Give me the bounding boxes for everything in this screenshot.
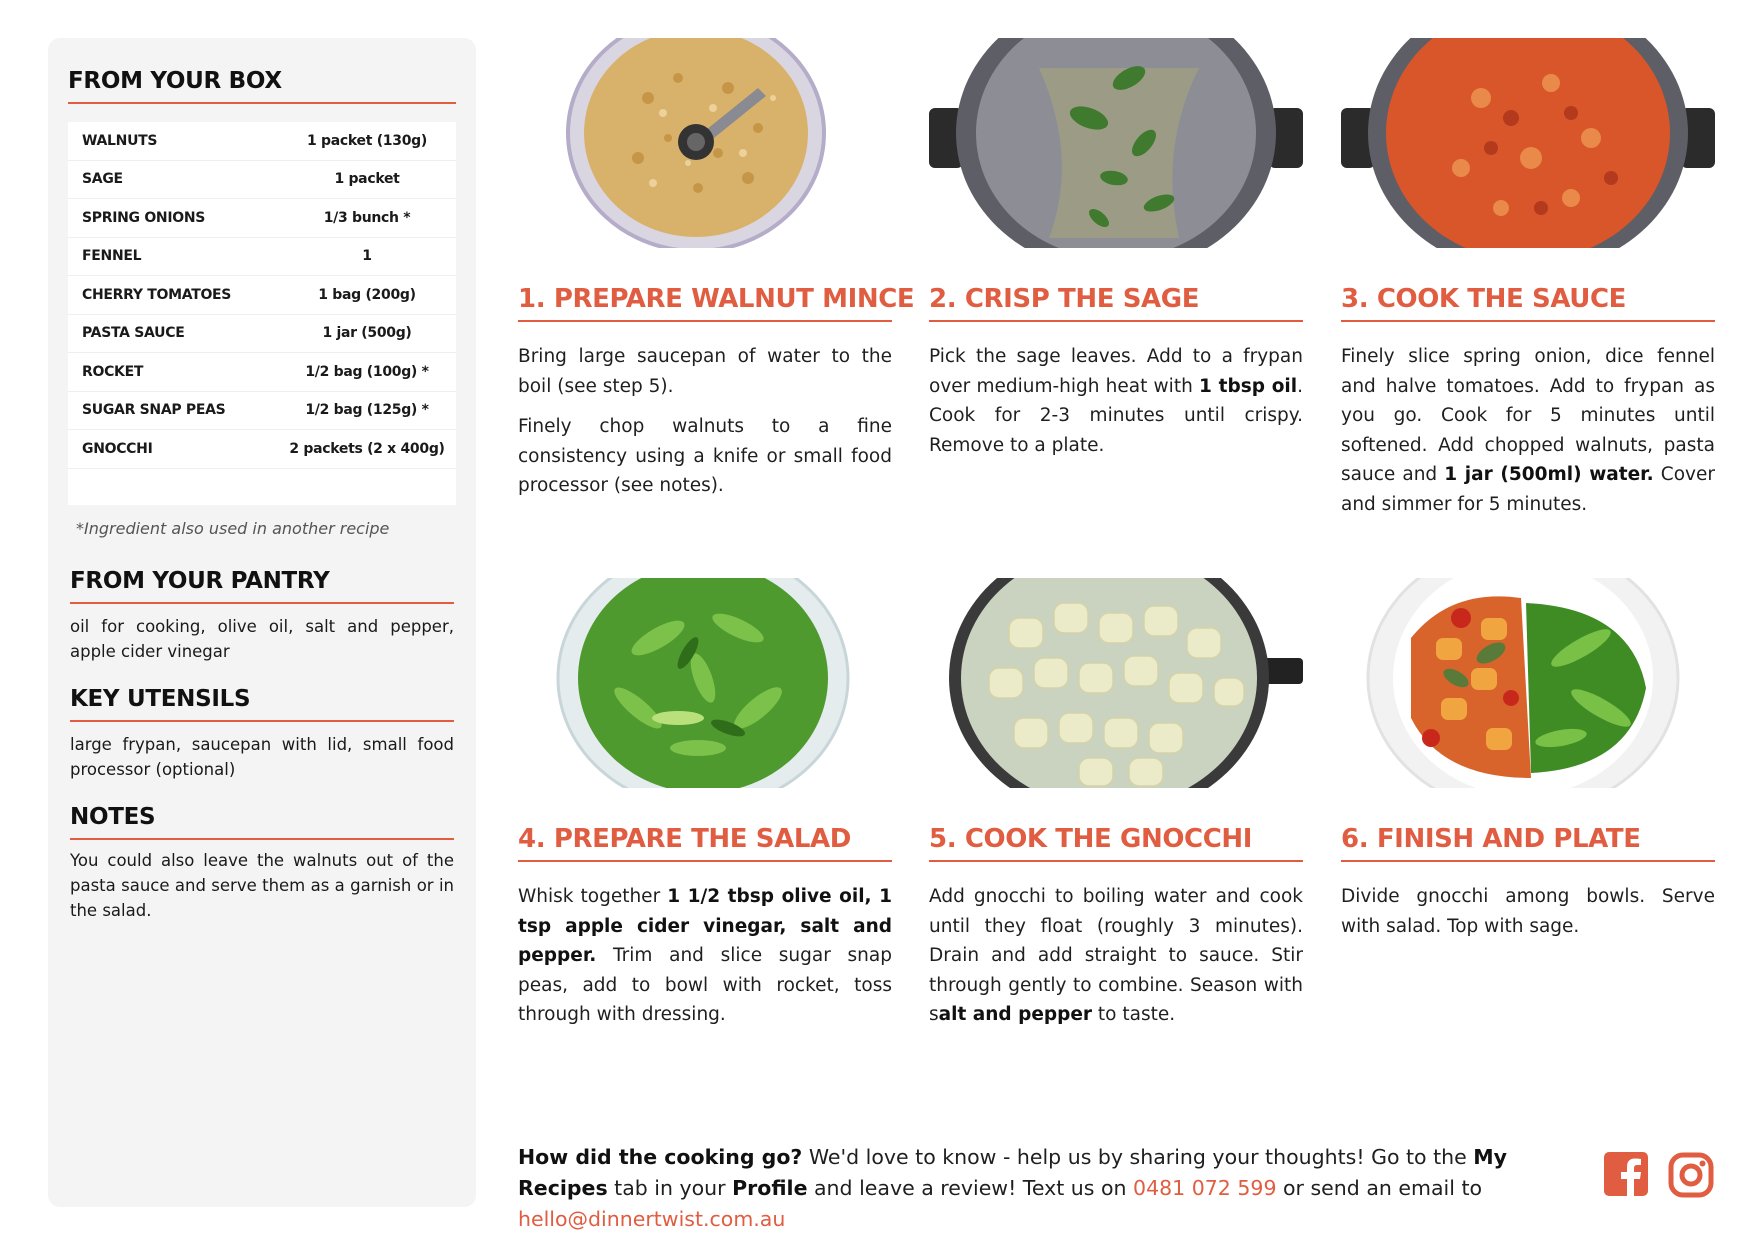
ingredient-row — [68, 238, 456, 277]
step-1-paragraph-2: Finely chop walnuts to a fine consistency using a knife or small food processor (see notes). — [518, 416, 892, 496]
ingredient-name: WALNUTS — [82, 132, 158, 149]
step-4 — [518, 578, 892, 1030]
step-6-paragraph-1: Divide gnocchi among bowls. Serve with salad. Top with sage. — [1341, 886, 1715, 937]
facebook-icon[interactable] — [1604, 1152, 1648, 1200]
step-4-text-2: Trim and slice sugar snap peas, add to bowl with rocket, toss through with dressing. — [518, 945, 892, 1025]
ingredient-qty: 1 — [362, 248, 372, 265]
step-6-text — [1341, 882, 1715, 941]
footer-text-4: or send an email to — [1276, 1176, 1483, 1200]
ingredient-name: GNOCCHI — [82, 440, 153, 457]
ingredient-name: SAGE — [82, 171, 123, 188]
ingredient-row — [68, 353, 456, 392]
from-your-pantry-title: FROM YOUR PANTRY — [70, 568, 454, 604]
step-3-text — [1341, 342, 1715, 519]
step-4-bold-1: 1 1/2 tbsp olive oil, 1 tsp apple cider vinegar, salt and pepper. — [518, 886, 892, 966]
step-2-title: 2. CRISP THE SAGE — [929, 284, 1303, 322]
step-3-title: 3. COOK THE SAUCE — [1341, 284, 1715, 322]
ingredient-row — [68, 276, 456, 315]
ingredient-qty: 1/2 bag (125g) * — [305, 402, 429, 419]
ingredient-qty: 1/3 bunch * — [323, 209, 411, 226]
feedback-footer — [518, 1142, 1568, 1235]
finish-plate-image — [1341, 578, 1715, 788]
ingredient-row — [68, 161, 456, 200]
step-5-title: 5. COOK THE GNOCCHI — [929, 824, 1303, 862]
crisp-sage-image — [929, 38, 1303, 248]
ingredient-name: CHERRY TOMATOES — [82, 286, 232, 303]
footer-email-link[interactable]: hello@dinnertwist.com.au — [518, 1207, 786, 1231]
footer-text-3: and leave a review! Text us on — [807, 1176, 1134, 1200]
step-2-text-2: . Cook for 2-3 minutes until crispy. Remove to a plate. — [929, 375, 1303, 456]
walnut-mince-image — [518, 38, 892, 248]
ingredient-footnote: *Ingredient also used in another recipe — [76, 518, 390, 538]
pantry-text: oil for cooking, olive oil, salt and pepper, apple cider vinegar — [70, 616, 454, 661]
step-3-text-1: Finely slice spring onion, dice fennel and halve tomatoes. Add to frypan as you go. Cook for 5 minutes until softened. Add chopped walnuts, pasta sauce and — [1341, 346, 1715, 485]
ingredient-row — [68, 392, 456, 431]
ingredient-name: SUGAR SNAP PEAS — [82, 402, 226, 419]
step-6-title: 6. FINISH AND PLATE — [1341, 824, 1715, 862]
cook-gnocchi-image — [929, 578, 1303, 788]
ingredient-qty: 1 bag (200g) — [318, 286, 416, 303]
ingredient-row — [68, 430, 456, 469]
ingredient-qty: 2 packets (2 x 400g) — [289, 440, 445, 457]
footer-my-recipes: My Recipes — [518, 1145, 1508, 1200]
step-1-title: 1. PREPARE WALNUT MINCE — [518, 284, 892, 322]
step-6 — [1341, 578, 1715, 941]
footer-text-2: tab in your — [607, 1176, 733, 1200]
instagram-icon[interactable] — [1668, 1152, 1714, 1202]
ingredient-qty: 1/2 bag (100g) * — [305, 363, 429, 380]
step-2 — [929, 38, 1303, 460]
step-2-text-1: Pick the sage leaves. Add to a frypan over medium-high heat with — [929, 346, 1303, 397]
step-5-text-2: to taste. — [1092, 1004, 1176, 1025]
step-3-bold-1: 1 jar (500ml) water. — [1444, 464, 1654, 485]
ingredient-qty: 1 jar (500g) — [322, 325, 412, 342]
pantry-section — [68, 568, 456, 664]
step-2-bold-1: 1 tbsp oil — [1199, 375, 1298, 397]
step-2-text — [929, 342, 1303, 460]
utensils-text: large frypan, saucepan with lid, small food processor (optional) — [70, 734, 454, 779]
footer-phone-link[interactable]: 0481 072 599 — [1133, 1176, 1277, 1200]
ingredient-name: ROCKET — [82, 363, 144, 380]
ingredient-qty: 1 packet — [334, 171, 400, 188]
ingredients-sidebar — [48, 38, 476, 1207]
step-5-text — [929, 882, 1303, 1030]
notes-text: You could also leave the walnuts out of the pasta sauce and serve them as a garnish or in the salad. — [70, 850, 454, 920]
step-5-bold-1: alt and pepper — [938, 1004, 1093, 1025]
ingredients-table — [68, 122, 456, 505]
key-utensils-title: KEY UTENSILS — [70, 686, 454, 722]
footer-profile: Profile — [732, 1176, 808, 1200]
step-1-text — [518, 342, 892, 501]
cook-sauce-image — [1341, 38, 1715, 248]
step-1-paragraph-1: Bring large saucepan of water to the boil (see step 5). — [518, 346, 892, 397]
ingredient-row — [68, 315, 456, 354]
step-3 — [1341, 38, 1715, 519]
footer-question: How did the cooking go? — [518, 1145, 803, 1169]
step-3-text-2: Cover and simmer for 5 minutes. — [1341, 464, 1715, 515]
step-4-title: 4. PREPARE THE SALAD — [518, 824, 892, 862]
notes-title: NOTES — [70, 804, 454, 840]
ingredient-name: PASTA SAUCE — [82, 325, 185, 342]
ingredient-name: SPRING ONIONS — [82, 209, 206, 226]
step-5 — [929, 578, 1303, 1030]
step-4-text-1: Whisk together — [518, 886, 668, 907]
utensils-section — [68, 686, 456, 782]
step-1 — [518, 38, 915, 501]
ingredient-row — [68, 122, 456, 161]
ingredient-qty: 1 packet (130g) — [307, 132, 427, 149]
footer-text-1: We'd love to know - help us by sharing your thoughts! Go to the — [802, 1145, 1474, 1169]
prepare-salad-image — [518, 578, 892, 788]
notes-section — [68, 804, 456, 923]
ingredient-row — [68, 199, 456, 238]
from-your-box-title: FROM YOUR BOX — [68, 68, 456, 104]
step-5-text-1: Add gnocchi to boiling water and cook until they float (roughly 3 minutes). Drain and add straight to sauce. Stir through gently to combine. Season with s — [929, 886, 1303, 1025]
step-4-text — [518, 882, 892, 1030]
ingredient-name: FENNEL — [82, 248, 142, 265]
